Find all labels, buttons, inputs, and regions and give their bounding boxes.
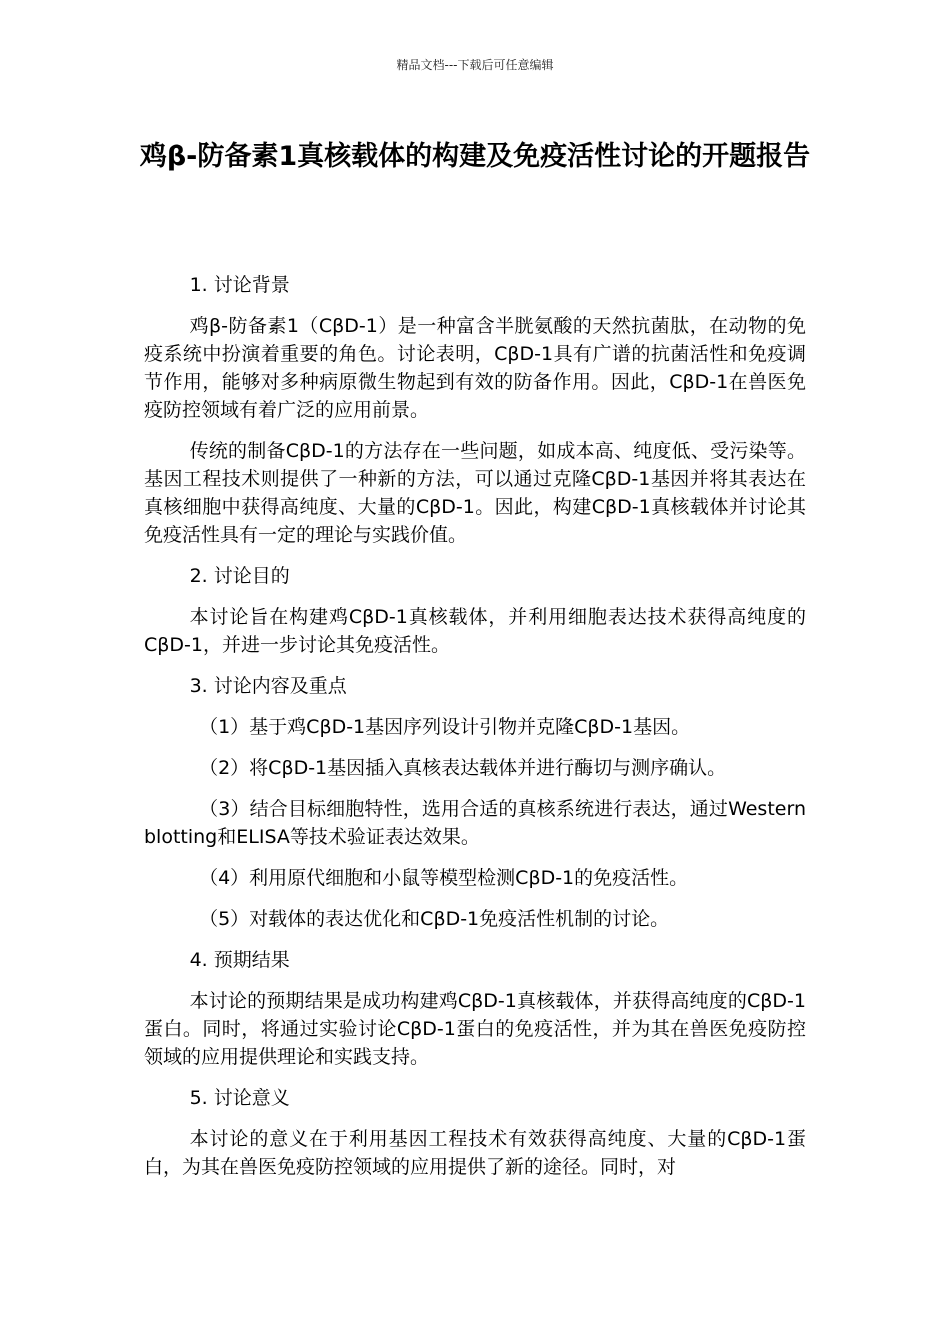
list-item: （3）结合目标细胞特性，选用合适的真核系统进行表达，通过Western blotting和ELISA等技术验证表达效果。 <box>144 798 806 848</box>
paragraph: 本讨论旨在构建鸡CβD-1真核载体，并利用细胞表达技术获得高纯度的CβD-1，并进一步讨论其免疫活性。 <box>144 606 806 656</box>
list-item: （4）利用原代细胞和小鼠等模型检测CβD-1的免疫活性。 <box>199 867 689 889</box>
section-heading-significance: 5. 讨论意义 <box>189 1087 290 1109</box>
header-note: 精品文档---下载后可任意编辑 <box>396 58 554 72</box>
document-body <box>144 271 806 1194</box>
paragraph: 本讨论的意义在于利用基因工程技术有效获得高纯度、大量的CβD-1蛋白，为其在兽医免疫防控领域的应用提供了新的途径。同时，对 <box>144 1128 806 1178</box>
section-heading-content: 3. 讨论内容及重点 <box>189 675 347 697</box>
paragraph: 本讨论的预期结果是成功构建鸡CβD-1真核载体，并获得高纯度的CβD-1蛋白。同时，将通过实验讨论CβD-1蛋白的免疫活性，并为其在兽医免疫防控领域的应用提供理论和实践支持。 <box>144 990 806 1068</box>
section-heading-purpose: 2. 讨论目的 <box>189 565 290 587</box>
list-item: （5）对载体的表达优化和CβD-1免疫活性机制的讨论。 <box>199 908 670 930</box>
section-heading-expected-results: 4. 预期结果 <box>189 949 290 971</box>
section-heading-background: 1. 讨论背景 <box>189 274 290 296</box>
document-title: 鸡β-防备素1真核载体的构建及免疫活性讨论的开题报告 <box>139 141 811 172</box>
list-item: （2）将CβD-1基因插入真核表达载体并进行酶切与测序确认。 <box>199 757 727 779</box>
paragraph: 鸡β-防备素1（CβD-1）是一种富含半胱氨酸的天然抗菌肽，在动物的免疫系统中扮演着重要的角色。讨论表明，CβD-1具有广谱的抗菌活性和免疫调节作用，能够对多种病原微生物起到有效的防备作用。因此，CβD-1在兽医免疫防控领域有着广泛的应用前景。 <box>144 315 806 421</box>
list-item: （1）基于鸡CβD-1基因序列设计引物并克隆CβD-1基因。 <box>199 716 691 738</box>
paragraph: 传统的制备CβD-1的方法存在一些问题，如成本高、纯度低、受污染等。基因工程技术则提供了一种新的方法，可以通过克隆CβD-1基因并将其表达在真核细胞中获得高纯度、大量的CβD-1。因此，构建CβD-1真核载体并讨论其免疫活性具有一定的理论与实践价值。 <box>144 440 806 546</box>
